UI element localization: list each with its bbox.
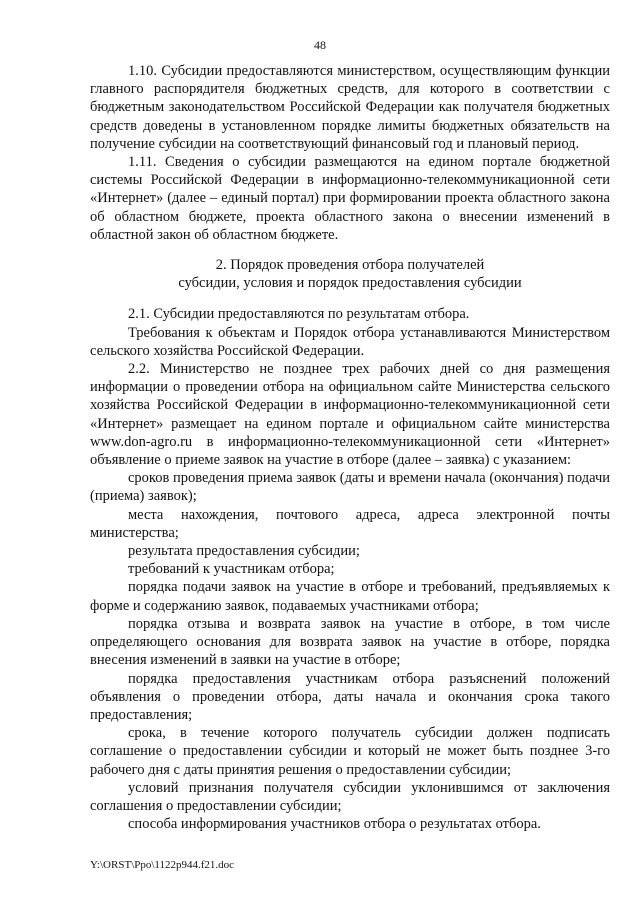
page-number: 48 [314, 38, 326, 52]
paragraph-1-11: 1.11. Сведения о субсидии размещаются на едином портале бюджетной системы Российской Федерации в информационно-телекоммуникационной сети «Интернет» (далее – единый портал) при формировании проекта областного закона об областном бюджете, проекта областного закона о внесении изменений в областной закон об областном бюджете. [90, 154, 610, 243]
paragraph-2-1: 2.1. Субсидии предоставляются по результатам отбора. [128, 306, 470, 323]
list-item: сроков проведения приема заявок (даты и времени начала (окончания) подачи (приема) заявок); [90, 470, 610, 505]
footer-file-path: Y:\ORST\Ppo\1122p944.f21.doc [90, 859, 235, 871]
document-body [90, 62, 610, 833]
paragraph-1-10: 1.10. Субсидии предоставляются министерством, осуществляющим функции главного распорядителя бюджетных средств, для которого в соответствии с бюджетным законодательством Российской Федерации как получателя бюджетных средств доведены в установленном порядке лимиты бюджетных обязательств на получение субсидии на соответствующий финансовый год и плановый период. [90, 63, 610, 152]
list-item: условий признания получателя субсидии уклонившимся от заключения соглашения о предоставлении субсидии; [90, 779, 610, 814]
list-item: порядка предоставления участникам отбора разъяснений положений объявления о проведении отбора, даты начала и окончания срока такого предоставления; [90, 670, 610, 723]
list-item: порядка подачи заявок на участие в отборе и требований, предъявляемых к форме и содержанию заявок, подаваемых участниками отбора; [90, 579, 610, 614]
list-item: места нахождения, почтового адреса, адреса электронной почты министерства; [90, 506, 610, 541]
list-item: результата предоставления субсидии; [128, 543, 360, 560]
paragraph-requirements: Требования к объектам и Порядок отбора устанавливаются Министерством сельского хозяйства Российской Федерации. [90, 324, 610, 359]
section-heading-line-1: 2. Порядок проведения отбора получателей [215, 257, 485, 274]
section-heading [90, 256, 610, 292]
section-heading-line-2: субсидии, условия и порядок предоставления субсидии [178, 275, 522, 292]
list-item: порядка отзыва и возврата заявок на участие в отборе, в том числе определяющего основания для возврата заявок на участие в отборе, порядка внесения изменений в заявки на участие в отборе; [90, 615, 610, 669]
list-item: срока, в течение которого получатель субсидии должен подписать соглашение о предоставлении субсидии и который не может быть позднее 3-го рабочего дня с даты принятия решения о предоставлении субсидии; [90, 725, 610, 778]
paragraph-2-2: 2.2. Министерство не позднее трех рабочих дней со дня размещения информации о проведении отбора на официальном сайте Министерства сельского хозяйства Российской Федерации в информационно-телекоммуникационной сети «Интернет» размещает на едином портале и официальном сайте министерства www.don-agro.ru в информационно-телекоммуникационной сети «Интернет» объявление о приеме заявок на участие в отборе (далее – заявка) с указанием: [90, 361, 610, 469]
list-item: способа информирования участников отбора о результатах отбора. [128, 816, 541, 833]
list-item: требований к участникам отбора; [128, 561, 335, 578]
